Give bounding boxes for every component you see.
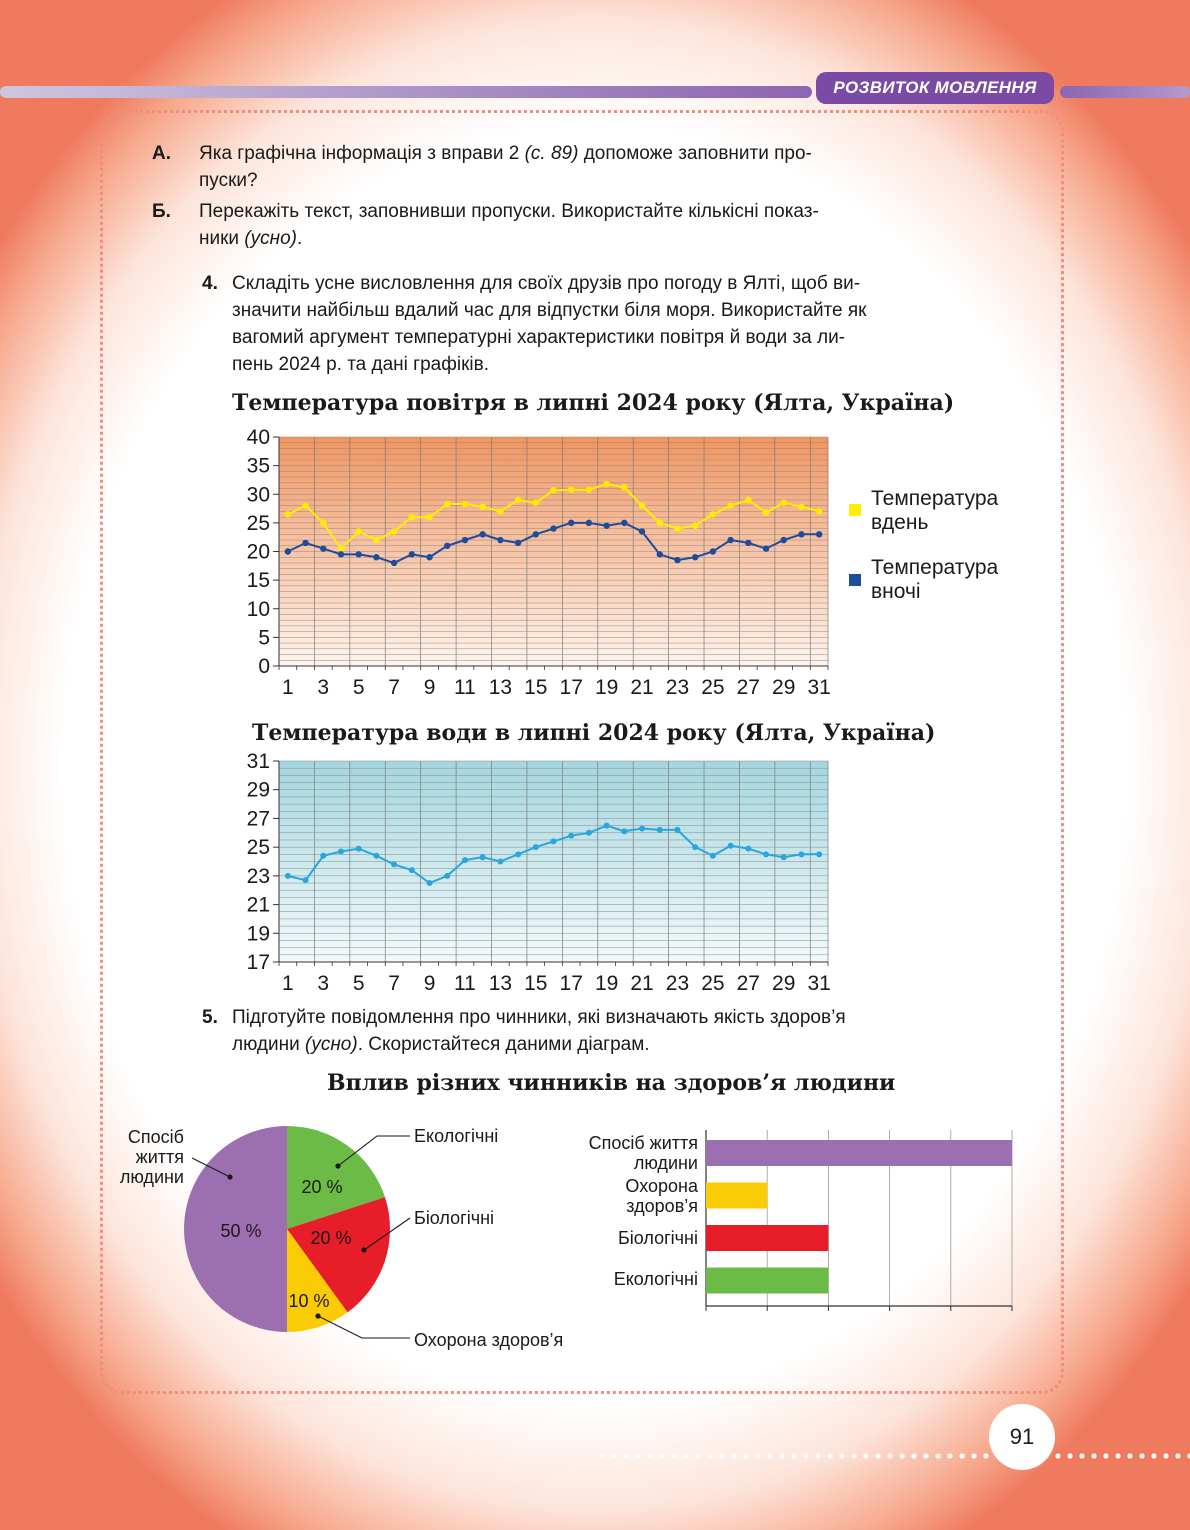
- x-tick-label: 5: [352, 972, 365, 995]
- y-tick-label: 27: [246, 807, 270, 831]
- task-a-ref: (с. 89): [524, 143, 579, 164]
- task-b-text: [199, 198, 999, 252]
- air-chart-title: Температура повітря в липні 2024 року (Ялта, Україна): [232, 390, 955, 416]
- y-tick-label: 31: [246, 752, 270, 773]
- x-tick-label: 29: [772, 972, 796, 995]
- x-tick-label: 17: [559, 676, 583, 699]
- series-point-1: [586, 520, 592, 526]
- y-tick-label: 23: [246, 864, 270, 888]
- pie-label-lifestyle-2: життя: [135, 1147, 184, 1167]
- health-charts-title: Вплив різних чинників на здоров’я людини: [327, 1070, 896, 1096]
- series-point-0: [391, 528, 397, 534]
- section-badge: РОЗВИТОК МОВЛЕННЯ: [816, 72, 1054, 104]
- x-tick-label: 23: [665, 972, 690, 995]
- series-point-0: [568, 486, 574, 492]
- series-point-0: [533, 844, 539, 850]
- x-tick-label: 29: [772, 676, 796, 699]
- task-a-text: [199, 140, 999, 194]
- pie-value-label-1: 20 %: [301, 1177, 343, 1197]
- bar-3: [706, 1268, 828, 1294]
- series-point-0: [816, 508, 822, 514]
- leader-ecological-dot: [335, 1163, 340, 1168]
- series-point-0: [781, 500, 787, 506]
- series-point-0: [479, 504, 485, 510]
- task-5-text: [232, 1004, 1002, 1058]
- series-point-0: [515, 851, 521, 857]
- series-point-1: [285, 548, 291, 554]
- series-point-0: [515, 497, 521, 503]
- water-temperature-chart: [232, 752, 842, 997]
- task-4-text: [232, 270, 1002, 378]
- legend-label-day: [871, 487, 998, 535]
- series-point-0: [302, 503, 308, 509]
- pie-value-label-0: 50 %: [220, 1221, 262, 1241]
- series-point-1: [391, 560, 397, 566]
- task-4-line1: Складіть усне висловлення для своїх друзів про погоду в Ялті, щоб ви-: [232, 273, 861, 294]
- series-point-0: [338, 545, 344, 551]
- x-tick-label: 19: [594, 972, 619, 995]
- x-tick-label: 31: [807, 972, 831, 995]
- series-point-0: [497, 508, 503, 514]
- legend-label-night: [871, 556, 998, 604]
- y-tick-label: 21: [246, 893, 270, 917]
- task-a-line1a: Яка графічна інформація з вправи 2: [199, 143, 525, 164]
- pie-label-lifestyle: [104, 1127, 184, 1187]
- x-tick-label: 3: [317, 676, 330, 699]
- task-5-line2a: людини: [232, 1034, 306, 1055]
- pie-label-ecological: Екологічні: [414, 1126, 499, 1146]
- bar-label-healthcare-1: Охорона: [625, 1176, 698, 1196]
- series-point-0: [727, 503, 733, 509]
- series-point-0: [728, 843, 734, 849]
- x-tick-label: 31: [807, 676, 831, 699]
- series-point-0: [462, 501, 468, 507]
- series-point-0: [320, 520, 326, 526]
- x-tick-label: 27: [736, 676, 760, 699]
- series-point-0: [444, 873, 450, 879]
- series-point-0: [497, 859, 503, 865]
- series-point-1: [674, 557, 680, 563]
- bar-label-lifestyle-2: людини: [633, 1153, 698, 1173]
- series-point-0: [745, 497, 751, 503]
- y-tick-label: 25: [246, 836, 270, 860]
- task-b-line2c: .: [297, 228, 303, 249]
- y-tick-label: 10: [246, 597, 270, 621]
- series-point-0: [603, 481, 609, 487]
- y-tick-label: 25: [246, 511, 270, 535]
- pie-value-label-3: 10 %: [288, 1291, 330, 1311]
- footer-dots: [596, 1452, 1190, 1460]
- series-point-0: [426, 514, 432, 520]
- series-point-0: [639, 503, 645, 509]
- series-point-0: [338, 848, 344, 854]
- x-tick-label: 27: [736, 972, 760, 995]
- bar-0: [706, 1140, 1012, 1166]
- series-point-0: [674, 525, 680, 531]
- series-point-1: [373, 554, 379, 560]
- series-point-1: [426, 554, 432, 560]
- health-factors-bar-chart: [700, 1130, 1030, 1320]
- series-point-1: [497, 537, 503, 543]
- series-point-1: [710, 548, 716, 554]
- series-point-0: [816, 851, 822, 857]
- legend-swatch-night: [849, 574, 861, 586]
- series-point-1: [603, 523, 609, 529]
- x-tick-label: 3: [317, 972, 330, 995]
- series-point-0: [710, 511, 716, 517]
- y-tick-label: 15: [246, 569, 270, 593]
- series-point-0: [621, 828, 627, 834]
- series-point-0: [551, 838, 557, 844]
- series-point-0: [462, 857, 468, 863]
- y-tick-label: 19: [246, 922, 270, 946]
- air-temperature-chart: [232, 428, 842, 703]
- x-tick-label: 13: [488, 676, 513, 699]
- header-band-left: [0, 86, 812, 98]
- series-point-0: [710, 853, 716, 859]
- legend-night-line1: Температура: [871, 556, 999, 579]
- x-tick-label: 1: [282, 972, 294, 995]
- y-tick-label: 30: [246, 483, 270, 507]
- x-tick-label: 21: [630, 676, 654, 699]
- series-point-1: [816, 531, 822, 537]
- y-tick-label: 35: [246, 454, 270, 478]
- task-b-note: (усно): [244, 228, 297, 249]
- series-point-0: [798, 851, 804, 857]
- bar-label-lifestyle: [548, 1133, 698, 1173]
- series-point-1: [302, 540, 308, 546]
- bar-label-healthcare: [548, 1176, 698, 1216]
- task-a-label: А.: [152, 143, 171, 164]
- series-point-0: [568, 833, 574, 839]
- task-b-line2a: ники: [199, 228, 245, 249]
- series-point-0: [745, 846, 751, 852]
- series-point-0: [550, 487, 556, 493]
- series-point-0: [356, 846, 362, 852]
- leader-healthcare-dot: [315, 1313, 320, 1318]
- series-point-1: [320, 545, 326, 551]
- series-point-0: [763, 851, 769, 857]
- legend-day-line1: Температура: [871, 487, 999, 510]
- x-tick-label: 7: [388, 972, 400, 995]
- series-point-0: [763, 509, 769, 515]
- water-chart-title: Температура води в липні 2024 року (Ялта, Україна): [252, 720, 936, 746]
- x-tick-label: 25: [701, 676, 725, 699]
- series-point-0: [657, 520, 663, 526]
- x-tick-label: 19: [594, 676, 619, 699]
- x-tick-label: 13: [488, 972, 513, 995]
- series-point-1: [763, 545, 769, 551]
- series-point-1: [338, 551, 344, 557]
- task-4-line3: вагомий аргумент температурні характеристики повітря й води за ли-: [232, 327, 846, 348]
- y-tick-label: 29: [246, 778, 270, 802]
- series-point-1: [462, 537, 468, 543]
- series-point-1: [355, 551, 361, 557]
- series-point-0: [586, 486, 592, 492]
- pie-label-biological: Біологічні: [414, 1208, 495, 1228]
- series-point-0: [285, 511, 291, 517]
- series-point-0: [604, 823, 610, 829]
- series-point-0: [373, 853, 379, 859]
- series-point-1: [533, 531, 539, 537]
- x-tick-label: 11: [454, 972, 476, 995]
- series-point-1: [639, 528, 645, 534]
- series-point-1: [657, 551, 663, 557]
- series-point-1: [409, 551, 415, 557]
- y-tick-label: 20: [246, 540, 270, 564]
- x-tick-label: 15: [524, 972, 548, 995]
- series-point-0: [692, 523, 698, 529]
- series-point-0: [586, 830, 592, 836]
- task-4-label: 4.: [202, 273, 218, 294]
- pie-label-lifestyle-1: Спосіб: [127, 1127, 184, 1147]
- bar-label-biological: Біологічні: [617, 1228, 698, 1248]
- leader-lifestyle-dot: [227, 1174, 232, 1179]
- series-point-1: [515, 540, 521, 546]
- series-point-1: [727, 537, 733, 543]
- series-point-1: [692, 554, 698, 560]
- task-5-label: 5.: [202, 1007, 218, 1028]
- x-tick-label: 9: [423, 676, 436, 699]
- series-point-1: [621, 520, 627, 526]
- task-a-line1b: допоможе заповнити про-: [578, 143, 812, 164]
- legend-swatch-day: [849, 504, 861, 516]
- x-tick-label: 5: [352, 676, 365, 699]
- series-point-0: [639, 825, 645, 831]
- task-b-label: Б.: [152, 201, 171, 222]
- legend-night-line2: вночі: [871, 580, 921, 603]
- bar-label-lifestyle-1: Спосіб життя: [588, 1133, 698, 1153]
- y-tick-label: 40: [246, 428, 270, 449]
- series-point-1: [745, 540, 751, 546]
- x-tick-label: 11: [454, 676, 476, 699]
- series-point-0: [409, 867, 415, 873]
- x-tick-label: 25: [701, 972, 725, 995]
- x-tick-label: 7: [388, 676, 400, 699]
- series-point-0: [444, 501, 450, 507]
- series-point-0: [533, 500, 539, 506]
- leader-biological-dot: [361, 1247, 366, 1252]
- series-point-1: [479, 531, 485, 537]
- y-tick-label: 17: [246, 951, 270, 974]
- series-point-0: [781, 854, 787, 860]
- task-b-line1: Перекажіть текст, заповнивши пропуски. Використайте кількісні показ-: [199, 201, 819, 222]
- pie-value-label-2: 20 %: [310, 1228, 352, 1248]
- x-tick-label: 23: [665, 676, 690, 699]
- x-tick-label: 15: [524, 676, 548, 699]
- series-point-1: [781, 537, 787, 543]
- series-point-1: [568, 520, 574, 526]
- series-point-0: [285, 873, 291, 879]
- y-tick-label: 0: [258, 655, 270, 678]
- series-point-0: [621, 484, 627, 490]
- task-4-line4: пень 2024 р. та дані графіків.: [232, 354, 490, 375]
- series-point-0: [303, 877, 309, 883]
- series-point-0: [373, 537, 379, 543]
- task-5-line2c: . Скористайтеся даними діаграм.: [357, 1034, 650, 1055]
- series-point-0: [480, 854, 486, 860]
- pie-label-healthcare: Охорона здоров’я: [414, 1330, 564, 1350]
- series-point-1: [550, 525, 556, 531]
- x-tick-label: 1: [282, 676, 294, 699]
- page-number: 91: [992, 1407, 1052, 1467]
- series-point-0: [674, 827, 680, 833]
- series-point-1: [798, 531, 804, 537]
- series-point-0: [798, 504, 804, 510]
- series-point-0: [427, 880, 433, 886]
- x-tick-label: 17: [559, 972, 583, 995]
- series-point-0: [355, 528, 361, 534]
- task-4-line2: значити найбільш вдалий час для відпустки біля моря. Використайте як: [232, 300, 867, 321]
- task-5-line1: Підготуйте повідомлення про чинники, які визначають якість здоров’я: [232, 1007, 846, 1028]
- bar-2: [706, 1225, 828, 1251]
- series-point-0: [320, 853, 326, 859]
- x-tick-label: 21: [630, 972, 654, 995]
- series-point-0: [692, 844, 698, 850]
- series-point-1: [444, 543, 450, 549]
- task-a-line2: пуски?: [199, 170, 258, 191]
- header-band-right: [1060, 86, 1190, 98]
- legend-day-line2: вдень: [871, 511, 929, 534]
- series-point-0: [657, 827, 663, 833]
- pie-label-lifestyle-3: людини: [119, 1167, 184, 1187]
- bar-1: [706, 1183, 767, 1209]
- bar-label-healthcare-2: здоров’я: [626, 1196, 698, 1216]
- series-point-0: [409, 514, 415, 520]
- task-5-note: (усно): [305, 1034, 358, 1055]
- bar-label-ecological: Екологічні: [613, 1269, 698, 1289]
- y-tick-label: 5: [258, 626, 270, 650]
- series-point-0: [391, 861, 397, 867]
- x-tick-label: 9: [423, 972, 436, 995]
